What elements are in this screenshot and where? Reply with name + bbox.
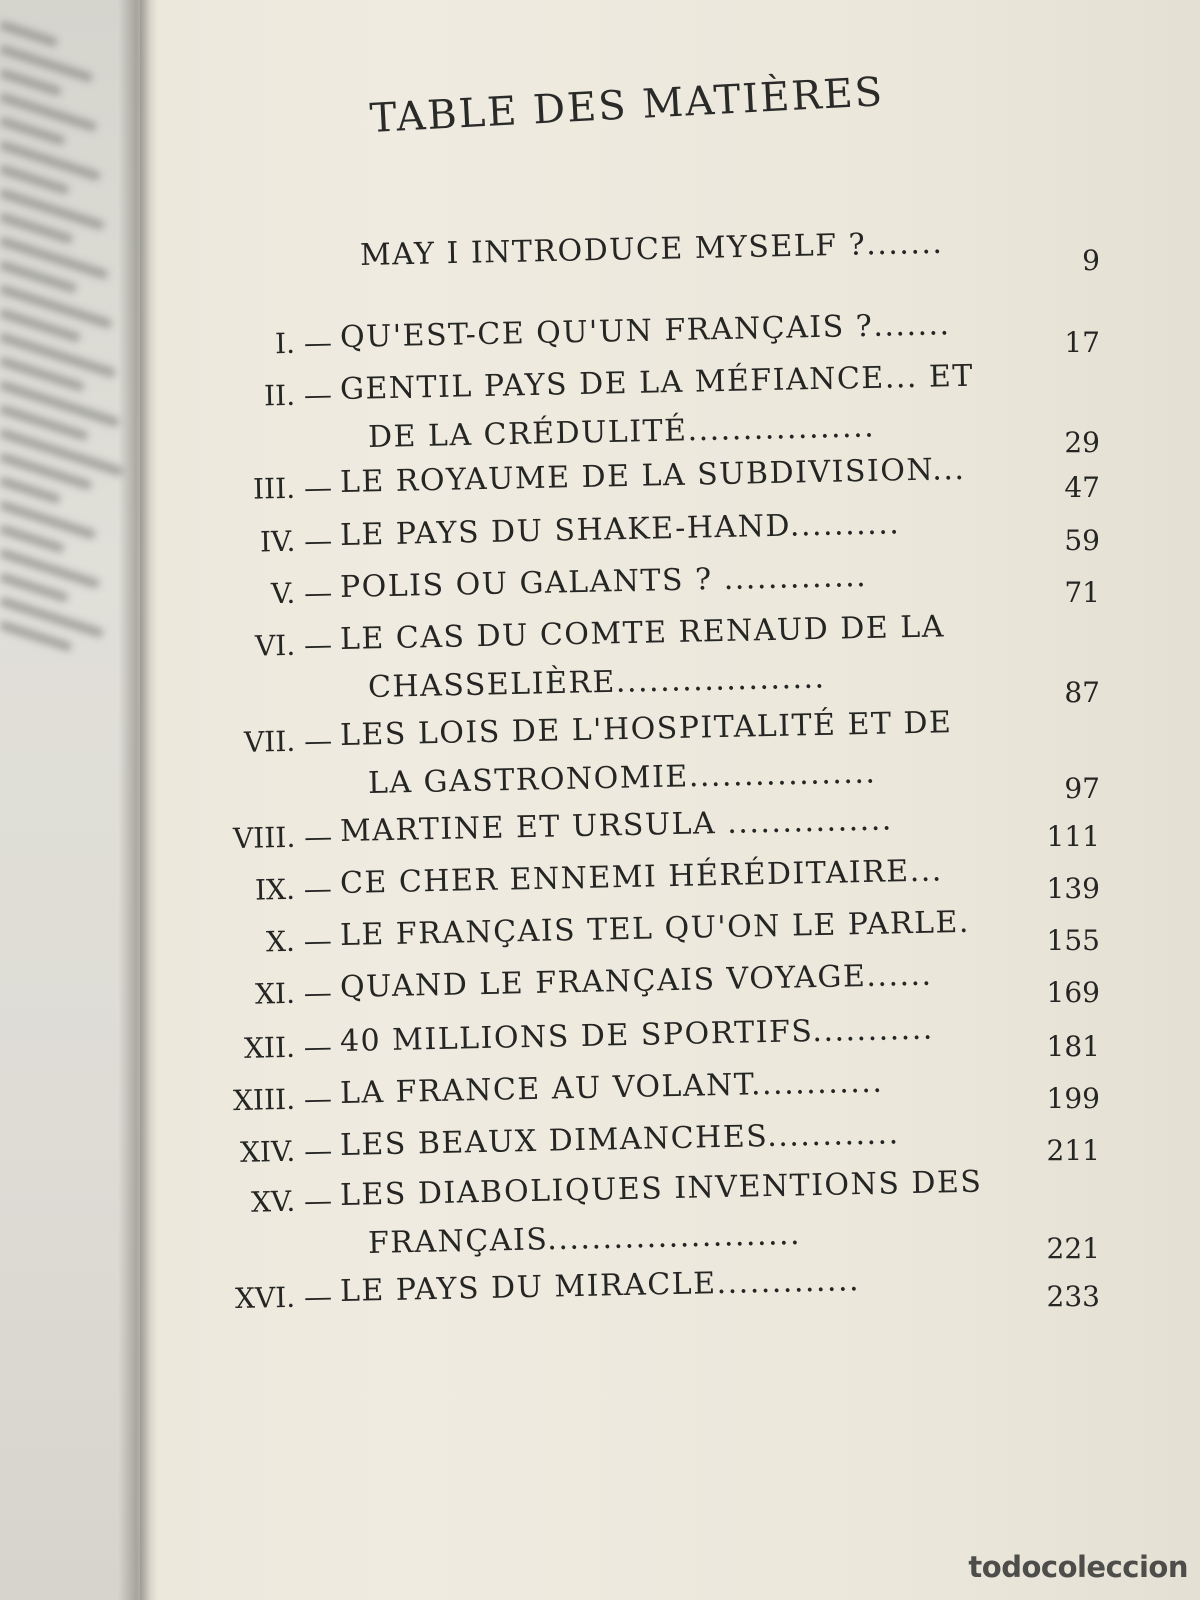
page-number: 111 bbox=[1046, 820, 1100, 853]
chapter-number: VIII. — bbox=[232, 820, 333, 856]
page-number: 139 bbox=[1046, 872, 1100, 905]
page-number: 87 bbox=[1064, 676, 1100, 709]
facing-page-text-blur bbox=[0, 116, 66, 146]
facing-page-text-blur bbox=[0, 68, 62, 96]
facing-page-text-blur bbox=[0, 380, 120, 427]
chapter-number: XII. — bbox=[243, 1030, 333, 1065]
chapter-number: I. — bbox=[274, 326, 333, 361]
facing-page-text-blur bbox=[0, 332, 116, 378]
page-title: TABLE DES MATIÈRES bbox=[368, 69, 886, 142]
chapter-title-continued: FRANÇAIS....................... bbox=[367, 1216, 802, 1261]
page-number: 9 bbox=[1082, 244, 1100, 277]
chapter-title: 40 MILLIONS DE SPORTIFS........... bbox=[339, 1011, 935, 1059]
page-number: 97 bbox=[1064, 772, 1100, 805]
watermark-logo: todocoleccion bbox=[968, 1550, 1188, 1584]
chapter-number: VII. — bbox=[243, 724, 333, 759]
chapter-number: X. — bbox=[265, 924, 333, 959]
page-number: 199 bbox=[1046, 1082, 1100, 1115]
page-number: 17 bbox=[1064, 326, 1100, 359]
page-number: 169 bbox=[1046, 976, 1100, 1009]
chapter-title-continued: LA GASTRONOMIE................. bbox=[367, 755, 877, 801]
chapter-number: II. — bbox=[263, 378, 333, 413]
chapter-number: XVI. — bbox=[234, 1280, 333, 1316]
chapter-title: LES BEAUX DIMANCHES............ bbox=[339, 1116, 900, 1163]
chapter-number: XI. — bbox=[254, 976, 333, 1011]
facing-page-text-blur bbox=[0, 20, 58, 47]
page-number: 221 bbox=[1046, 1232, 1100, 1265]
chapter-title-continued: DE LA CRÉDULITÉ................. bbox=[367, 409, 876, 455]
page-number: 155 bbox=[1046, 924, 1100, 957]
chapter-title: GENTIL PAYS DE LA MÉFIANCE... ET bbox=[339, 358, 975, 407]
chapter-title: LE PAYS DU SHAKE-HAND.......... bbox=[339, 506, 901, 553]
chapter-title: POLIS OU GALANTS ? ............. bbox=[339, 558, 868, 605]
chapter-title: LES LOIS DE L'HOSPITALITÉ ET DE bbox=[339, 705, 953, 753]
chapter-title: LE FRANÇAIS TEL QU'ON LE PARLE. bbox=[339, 904, 971, 953]
facing-page-text-blur bbox=[0, 476, 61, 504]
chapter-title: MAY I INTRODUCE MYSELF ?....... bbox=[359, 225, 944, 273]
chapter-title: LE ROYAUME DE LA SUBDIVISION... bbox=[339, 451, 966, 500]
chapter-number: VI. — bbox=[254, 628, 333, 663]
page-number: 211 bbox=[1046, 1134, 1100, 1167]
facing-page-text-blur bbox=[0, 428, 124, 476]
table-of-contents-page bbox=[150, 0, 1200, 1600]
chapter-number: XIII. — bbox=[232, 1082, 333, 1118]
chapter-title: LES DIABOLIQUES INVENTIONS DES bbox=[339, 1164, 983, 1213]
page-number: 29 bbox=[1064, 426, 1100, 459]
chapter-number: XIV. — bbox=[239, 1134, 333, 1169]
chapter-title: LA FRANCE AU VOLANT............ bbox=[339, 1064, 884, 1111]
chapter-number: IX. — bbox=[254, 872, 333, 907]
chapter-title: QUAND LE FRANÇAIS VOYAGE...... bbox=[339, 957, 933, 1005]
chapter-number: III. — bbox=[252, 471, 333, 506]
chapter-title: CE CHER ENNEMI HÉRÉDITAIRE... bbox=[339, 853, 944, 901]
toc-list bbox=[150, 0, 1200, 1600]
chapter-number: V. — bbox=[270, 576, 333, 611]
chapter-title: MARTINE ET URSULA ............... bbox=[339, 802, 894, 849]
page-number: 59 bbox=[1064, 524, 1100, 557]
page-number: 71 bbox=[1064, 576, 1100, 609]
chapter-title: LE CAS DU COMTE RENAUD DE LA bbox=[339, 609, 946, 657]
chapter-number: IV. — bbox=[259, 524, 333, 559]
chapter-title-continued: CHASSELIÈRE................... bbox=[367, 660, 826, 705]
page-number: 233 bbox=[1046, 1280, 1100, 1313]
page-number: 47 bbox=[1064, 471, 1100, 504]
chapter-title: LE PAYS DU MIRACLE............. bbox=[339, 1263, 861, 1309]
page-number: 181 bbox=[1046, 1030, 1100, 1063]
facing-page-text-blur bbox=[0, 524, 65, 553]
chapter-number: XV. — bbox=[250, 1184, 333, 1219]
chapter-title: QU'EST-CE QU'UN FRANÇAIS ?....... bbox=[339, 307, 951, 355]
